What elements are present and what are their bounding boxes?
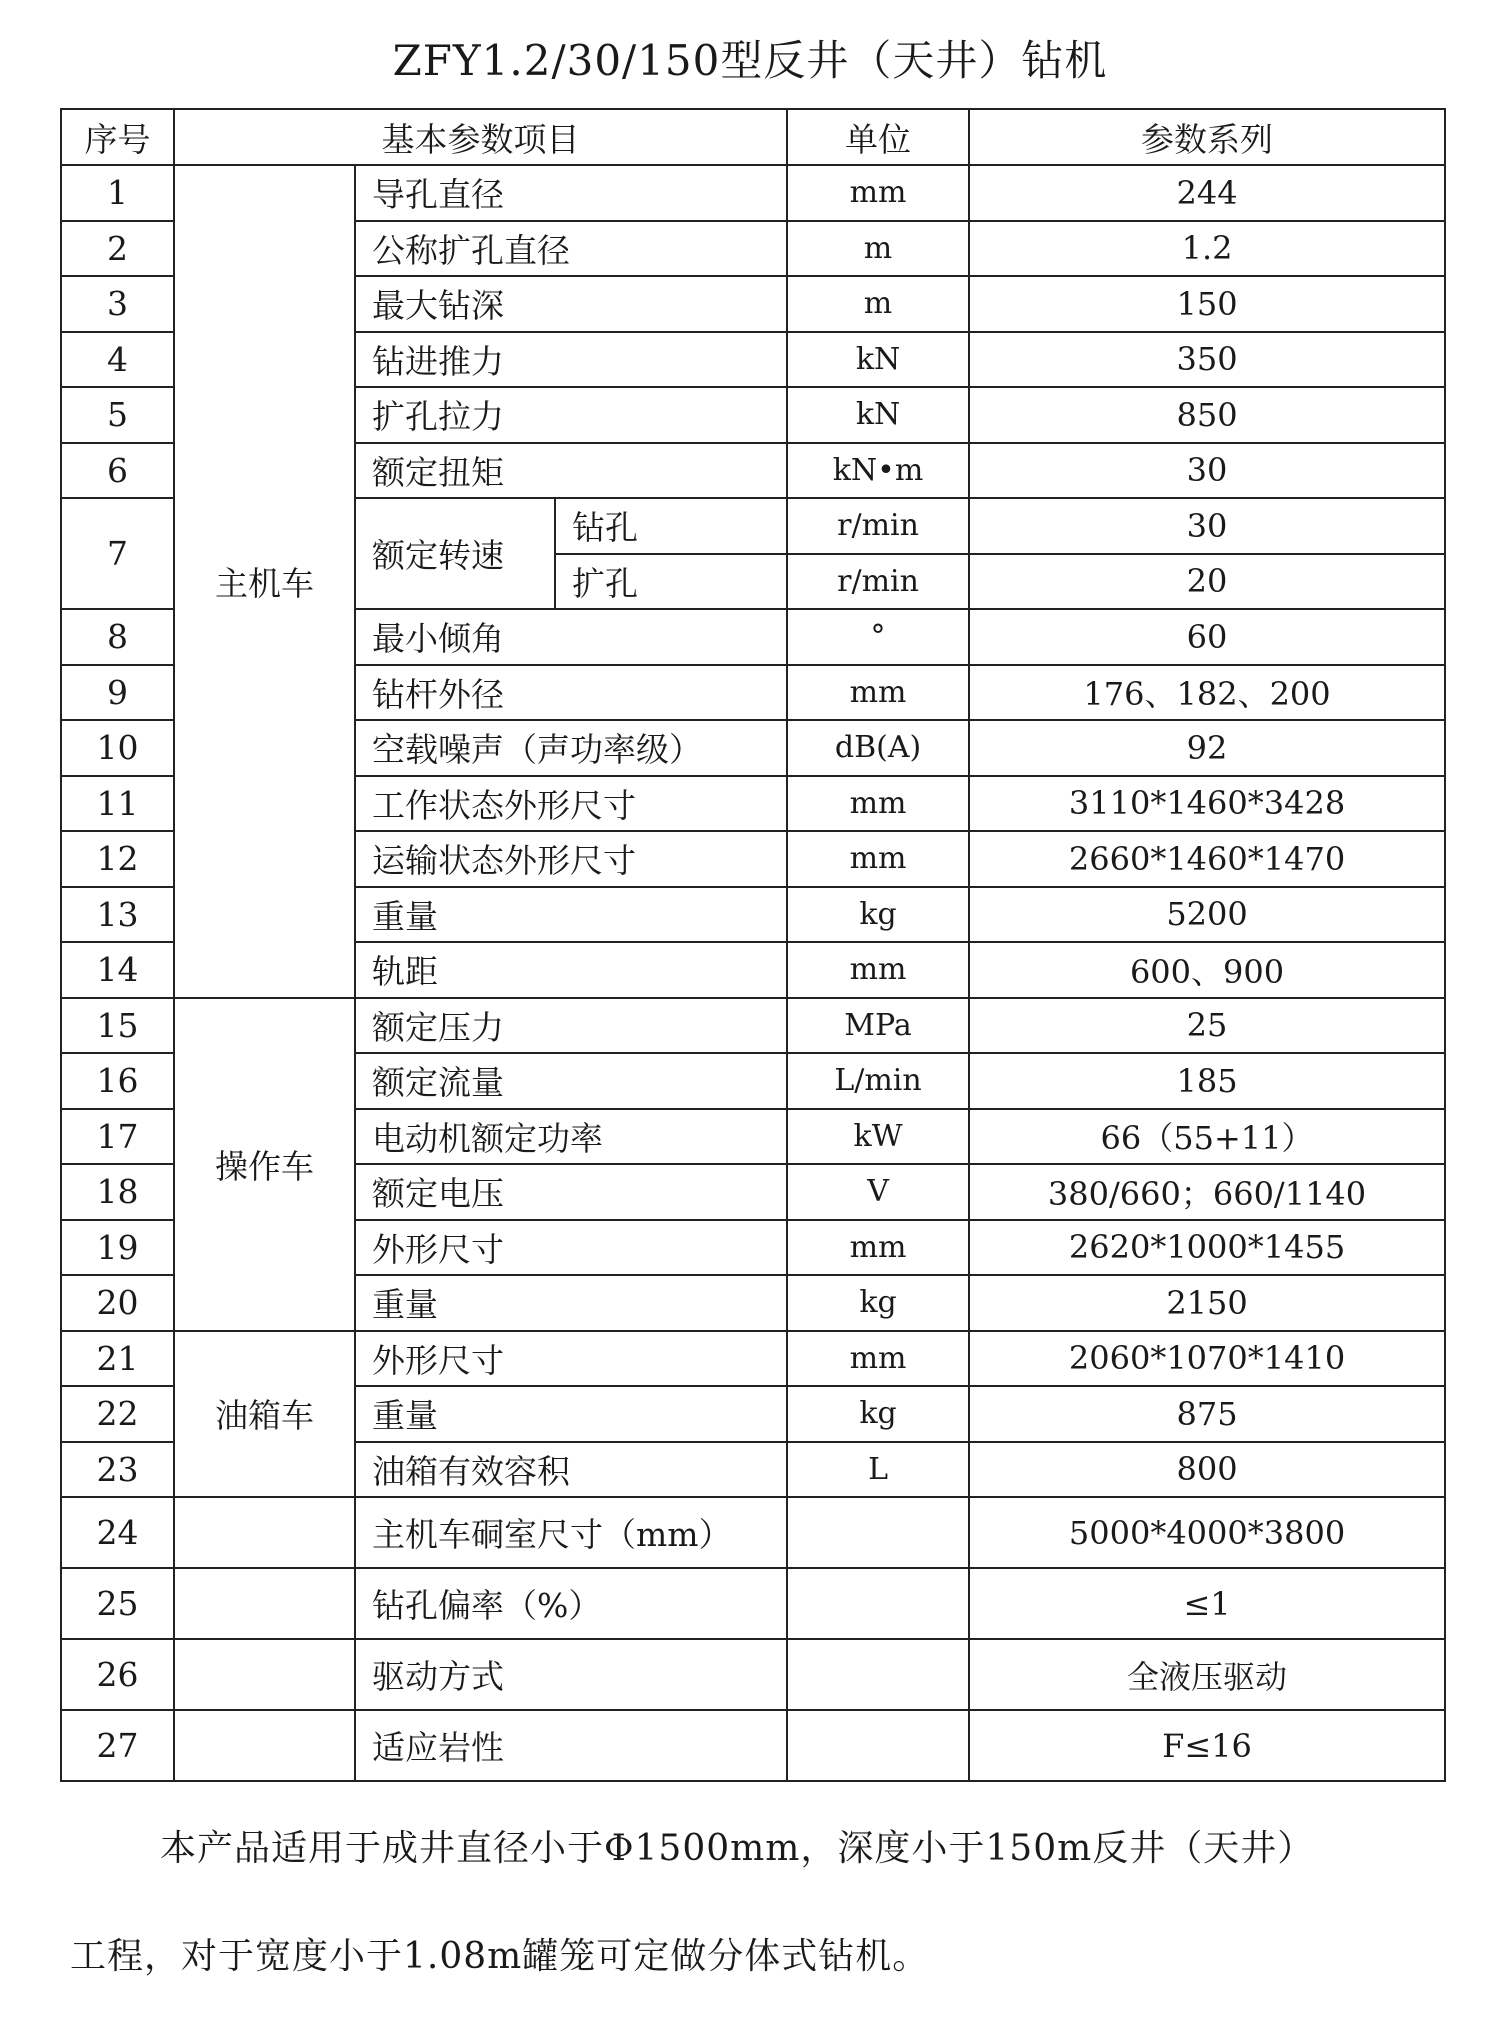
table-row [61, 1568, 1445, 1639]
param-value: 2620*1000*1455 [969, 1220, 1445, 1276]
table-row [61, 1710, 1445, 1781]
param-name-rated-speed: 额定转速 [355, 498, 555, 609]
param-name: 适应岩性 [355, 1710, 787, 1781]
param-unit: MPa [787, 998, 969, 1054]
param-value: 244 [969, 165, 1445, 221]
table-row [61, 165, 1445, 221]
row-number: 5 [61, 387, 174, 443]
param-unit: L [787, 1442, 969, 1498]
row-number: 20 [61, 1275, 174, 1331]
row-number: 9 [61, 665, 174, 721]
param-unit: kN [787, 387, 969, 443]
param-name: 导孔直径 [355, 165, 787, 221]
row-number: 27 [61, 1710, 174, 1781]
row-number: 2 [61, 221, 174, 277]
row-number: 23 [61, 1442, 174, 1498]
param-name: 驱动方式 [355, 1639, 787, 1710]
empty-group-cell [174, 1568, 355, 1639]
param-unit [787, 1497, 969, 1568]
param-subname: 钻孔 [555, 498, 787, 554]
row-number: 21 [61, 1331, 174, 1387]
param-value: 30 [969, 498, 1445, 554]
param-unit: r/min [787, 498, 969, 554]
param-name: 公称扩孔直径 [355, 221, 787, 277]
header-item: 基本参数项目 [174, 109, 787, 165]
param-value: 30 [969, 443, 1445, 499]
param-unit: kN [787, 332, 969, 388]
param-unit: dB(A) [787, 720, 969, 776]
row-number: 26 [61, 1639, 174, 1710]
param-value: 850 [969, 387, 1445, 443]
param-name: 空载噪声（声功率级） [355, 720, 787, 776]
row-number: 14 [61, 942, 174, 998]
param-unit: mm [787, 776, 969, 832]
param-name: 重量 [355, 1386, 787, 1442]
param-name: 油箱有效容积 [355, 1442, 787, 1498]
param-unit: mm [787, 831, 969, 887]
header-value: 参数系列 [969, 109, 1445, 165]
page-title: ZFY1.2/30/150型反井（天井）钻机 [392, 36, 1108, 85]
row-number: 18 [61, 1164, 174, 1220]
param-unit: kN•m [787, 443, 969, 499]
param-unit: m [787, 221, 969, 277]
param-unit: kg [787, 1386, 969, 1442]
param-name: 电动机额定功率 [355, 1109, 787, 1165]
param-value: 5000*4000*3800 [969, 1497, 1445, 1568]
param-value: 5200 [969, 887, 1445, 943]
header-no: 序号 [61, 109, 174, 165]
group-label-tank: 油箱车 [174, 1331, 355, 1498]
empty-group-cell [174, 1497, 355, 1568]
group-label-operation: 操作车 [174, 998, 355, 1331]
param-name: 重量 [355, 887, 787, 943]
param-unit: m [787, 276, 969, 332]
param-name: 工作状态外形尺寸 [355, 776, 787, 832]
param-value: 600、900 [969, 942, 1445, 998]
param-unit: mm [787, 665, 969, 721]
param-unit: kg [787, 887, 969, 943]
param-value: 875 [969, 1386, 1445, 1442]
row-number: 10 [61, 720, 174, 776]
row-number: 15 [61, 998, 174, 1054]
row-number: 16 [61, 1053, 174, 1109]
param-unit: mm [787, 165, 969, 221]
param-value: 2060*1070*1410 [969, 1331, 1445, 1387]
param-unit: L/min [787, 1053, 969, 1109]
row-number: 24 [61, 1497, 174, 1568]
empty-group-cell [174, 1710, 355, 1781]
param-name: 钻杆外径 [355, 665, 787, 721]
row-number: 22 [61, 1386, 174, 1442]
param-value: 176、182、200 [969, 665, 1445, 721]
param-name: 轨距 [355, 942, 787, 998]
row-number: 7 [61, 498, 174, 609]
param-name: 额定压力 [355, 998, 787, 1054]
param-value: 25 [969, 998, 1445, 1054]
param-name: 外形尺寸 [355, 1220, 787, 1276]
param-name: 钻孔偏率（%） [355, 1568, 787, 1639]
table-header-row [61, 109, 1445, 165]
param-value: 2150 [969, 1275, 1445, 1331]
param-value: 全液压驱动 [969, 1639, 1445, 1710]
table-row [61, 1331, 1445, 1387]
param-value: 150 [969, 276, 1445, 332]
param-value: 800 [969, 1442, 1445, 1498]
param-unit [787, 1568, 969, 1639]
param-value: F≤16 [969, 1710, 1445, 1781]
param-value: 20 [969, 554, 1445, 610]
table-row [61, 998, 1445, 1054]
row-number: 1 [61, 165, 174, 221]
param-unit: r/min [787, 554, 969, 610]
param-value: 60 [969, 609, 1445, 665]
table-row [61, 1639, 1445, 1710]
row-number: 12 [61, 831, 174, 887]
row-number: 8 [61, 609, 174, 665]
param-value: 380/660；660/1140 [969, 1164, 1445, 1220]
param-unit [787, 1639, 969, 1710]
param-unit [787, 1710, 969, 1781]
param-value: 350 [969, 332, 1445, 388]
row-number: 3 [61, 276, 174, 332]
row-number: 25 [61, 1568, 174, 1639]
row-number: 19 [61, 1220, 174, 1276]
footer-text-line-1: 本产品适用于成井直径小于Φ1500mm，深度小于150m反井（天井） [160, 1828, 1315, 1869]
param-name: 外形尺寸 [355, 1331, 787, 1387]
param-name: 重量 [355, 1275, 787, 1331]
param-value: 1.2 [969, 221, 1445, 277]
param-unit: V [787, 1164, 969, 1220]
param-name: 额定电压 [355, 1164, 787, 1220]
row-number: 4 [61, 332, 174, 388]
param-subname: 扩孔 [555, 554, 787, 610]
footer-text-line-2: 工程，对于宽度小于1.08m罐笼可定做分体式钻机。 [70, 1936, 930, 1977]
group-label-main: 主机车 [174, 165, 355, 998]
param-name: 额定扭矩 [355, 443, 787, 499]
row-number: 6 [61, 443, 174, 499]
param-value: 92 [969, 720, 1445, 776]
row-number: 13 [61, 887, 174, 943]
param-name: 最小倾角 [355, 609, 787, 665]
param-unit: mm [787, 1220, 969, 1276]
param-name: 钻进推力 [355, 332, 787, 388]
param-name: 最大钻深 [355, 276, 787, 332]
table-row [61, 1497, 1445, 1568]
param-name: 主机车硐室尺寸（mm） [355, 1497, 787, 1568]
param-value: 3110*1460*3428 [969, 776, 1445, 832]
param-unit: mm [787, 1331, 969, 1387]
param-unit: kW [787, 1109, 969, 1165]
param-value: 2660*1460*1470 [969, 831, 1445, 887]
empty-group-cell [174, 1639, 355, 1710]
param-unit: mm [787, 942, 969, 998]
param-value: 66（55+11） [969, 1109, 1445, 1165]
param-value: 185 [969, 1053, 1445, 1109]
spec-table [60, 108, 1446, 1782]
param-unit: ° [787, 609, 969, 665]
row-number: 17 [61, 1109, 174, 1165]
param-name: 扩孔拉力 [355, 387, 787, 443]
param-name: 额定流量 [355, 1053, 787, 1109]
row-number: 11 [61, 776, 174, 832]
param-value: ≤1 [969, 1568, 1445, 1639]
param-name: 运输状态外形尺寸 [355, 831, 787, 887]
param-unit: kg [787, 1275, 969, 1331]
header-unit: 单位 [787, 109, 969, 165]
